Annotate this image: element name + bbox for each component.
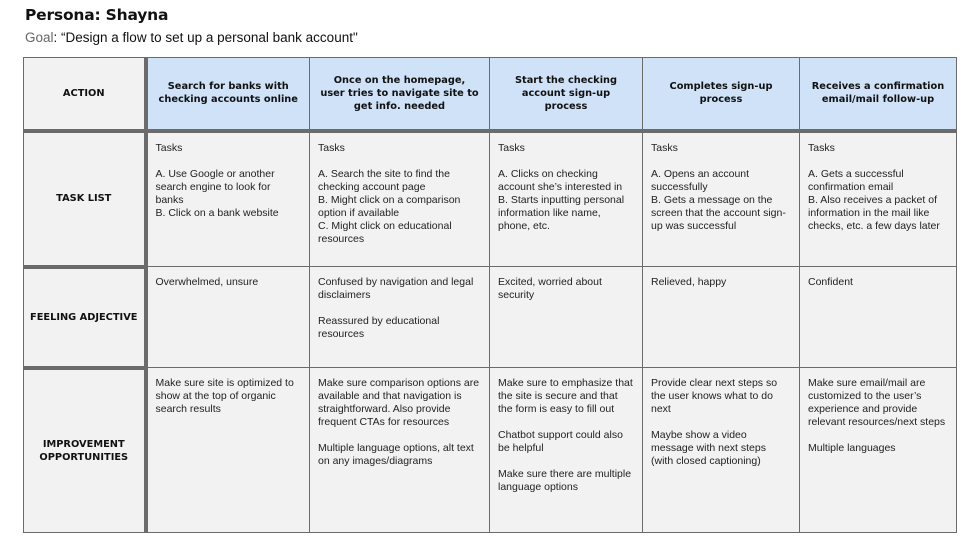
tasks-text: A. Opens an account successfully B. Gets a message on the screen that the account sign-up was successful (651, 167, 786, 232)
action-cell: Completes sign-up process (643, 58, 800, 131)
action-row (24, 58, 957, 131)
tasks-heading: Tasks (651, 141, 678, 154)
tasks-text: A. Use Google or another search engine to look for banks B. Click on a bank website (155, 167, 279, 219)
tasks-heading: Tasks (498, 141, 525, 154)
tasks-text: A. Gets a successful confirmation email B. Also receives a packet of information in the mail like checks, etc. a few days later (808, 167, 940, 232)
improvement-cell (490, 368, 643, 533)
improvement-text: Make sure there are multiple language options (498, 468, 632, 493)
feeling-text: Excited, worried about security (498, 276, 602, 301)
improvement-text: Make sure email/mail are customized to the user’s experience and provide relevant resources/next steps (808, 377, 946, 428)
improvement-cell (310, 368, 490, 533)
improvement-cell (643, 368, 800, 533)
action-cell: Receives a confirmation email/mail follow-up (800, 58, 957, 131)
feeling-cell (643, 267, 800, 368)
task-cell (146, 131, 310, 267)
feeling-text: Confident (808, 276, 853, 288)
improvement-cell (800, 368, 957, 533)
task-cell (800, 131, 957, 267)
improvement-text: Maybe show a video message with next steps (with closed captioning) (651, 429, 766, 467)
task-cell (490, 131, 643, 267)
feeling-cell (490, 267, 643, 368)
tasks-text: A. Search the site to find the checking account page B. Might click on a comparison option if available C. Might click on educational resources (318, 167, 461, 245)
action-cell: Search for banks with checking accounts online (146, 58, 310, 131)
improvement-text: Make sure comparison options are available and that navigation is straightforward. Also provide frequent CTAs for resources (318, 377, 480, 428)
goal-label: Goal (25, 30, 54, 45)
improvement-text: Make sure to emphasize that the site is secure and that the form is easy to fill out (498, 377, 633, 415)
improvement-text: Provide clear next steps so the user knows what to do next (651, 377, 778, 415)
improvement-text: Multiple languages (808, 442, 896, 454)
goal-text: : “Design a flow to set up a personal bank account" (53, 30, 358, 45)
feeling-text: Reassured by educational resources (318, 315, 440, 340)
improvement-text: Chatbot support could also be helpful (498, 429, 623, 454)
action-cell: Once on the homepage, user tries to navigate site to get info. needed (310, 58, 490, 131)
row-label-feeling: FEELING ADJECTIVE (24, 267, 146, 368)
feeling-row (24, 267, 957, 368)
tasks-heading: Tasks (808, 141, 835, 154)
row-label-improvement: IMPROVEMENT OPPORTUNITIES (24, 368, 146, 533)
task-cell (310, 131, 490, 267)
tasks-text: A. Clicks on checking account she’s interested in B. Starts inputting personal information like name, phone, etc. (498, 167, 625, 232)
tasks-heading: Tasks (155, 141, 183, 154)
task-cell (643, 131, 800, 267)
improvement-text: Make sure site is optimized to show at the top of organic search results (155, 377, 294, 415)
feeling-text: Relieved, happy (651, 276, 727, 288)
task-list-row (24, 131, 957, 267)
persona-title: Persona: Shayna (25, 6, 169, 24)
journey-map-table (23, 57, 957, 533)
feeling-cell (146, 267, 310, 368)
feeling-text: Overwhelmed, unsure (155, 276, 259, 288)
action-cell: Start the checking account sign-up process (490, 58, 643, 131)
row-label-action: ACTION (24, 58, 146, 131)
row-label-task-list: TASK LIST (24, 131, 146, 267)
feeling-text: Confused by navigation and legal disclaimers (318, 276, 474, 301)
tasks-heading: Tasks (318, 141, 345, 154)
improvement-text: Multiple language options, alt text on any images/diagrams (318, 442, 474, 467)
goal-line (25, 30, 358, 45)
feeling-cell (310, 267, 490, 368)
feeling-cell (800, 267, 957, 368)
improvement-row (24, 368, 957, 533)
improvement-cell (146, 368, 310, 533)
